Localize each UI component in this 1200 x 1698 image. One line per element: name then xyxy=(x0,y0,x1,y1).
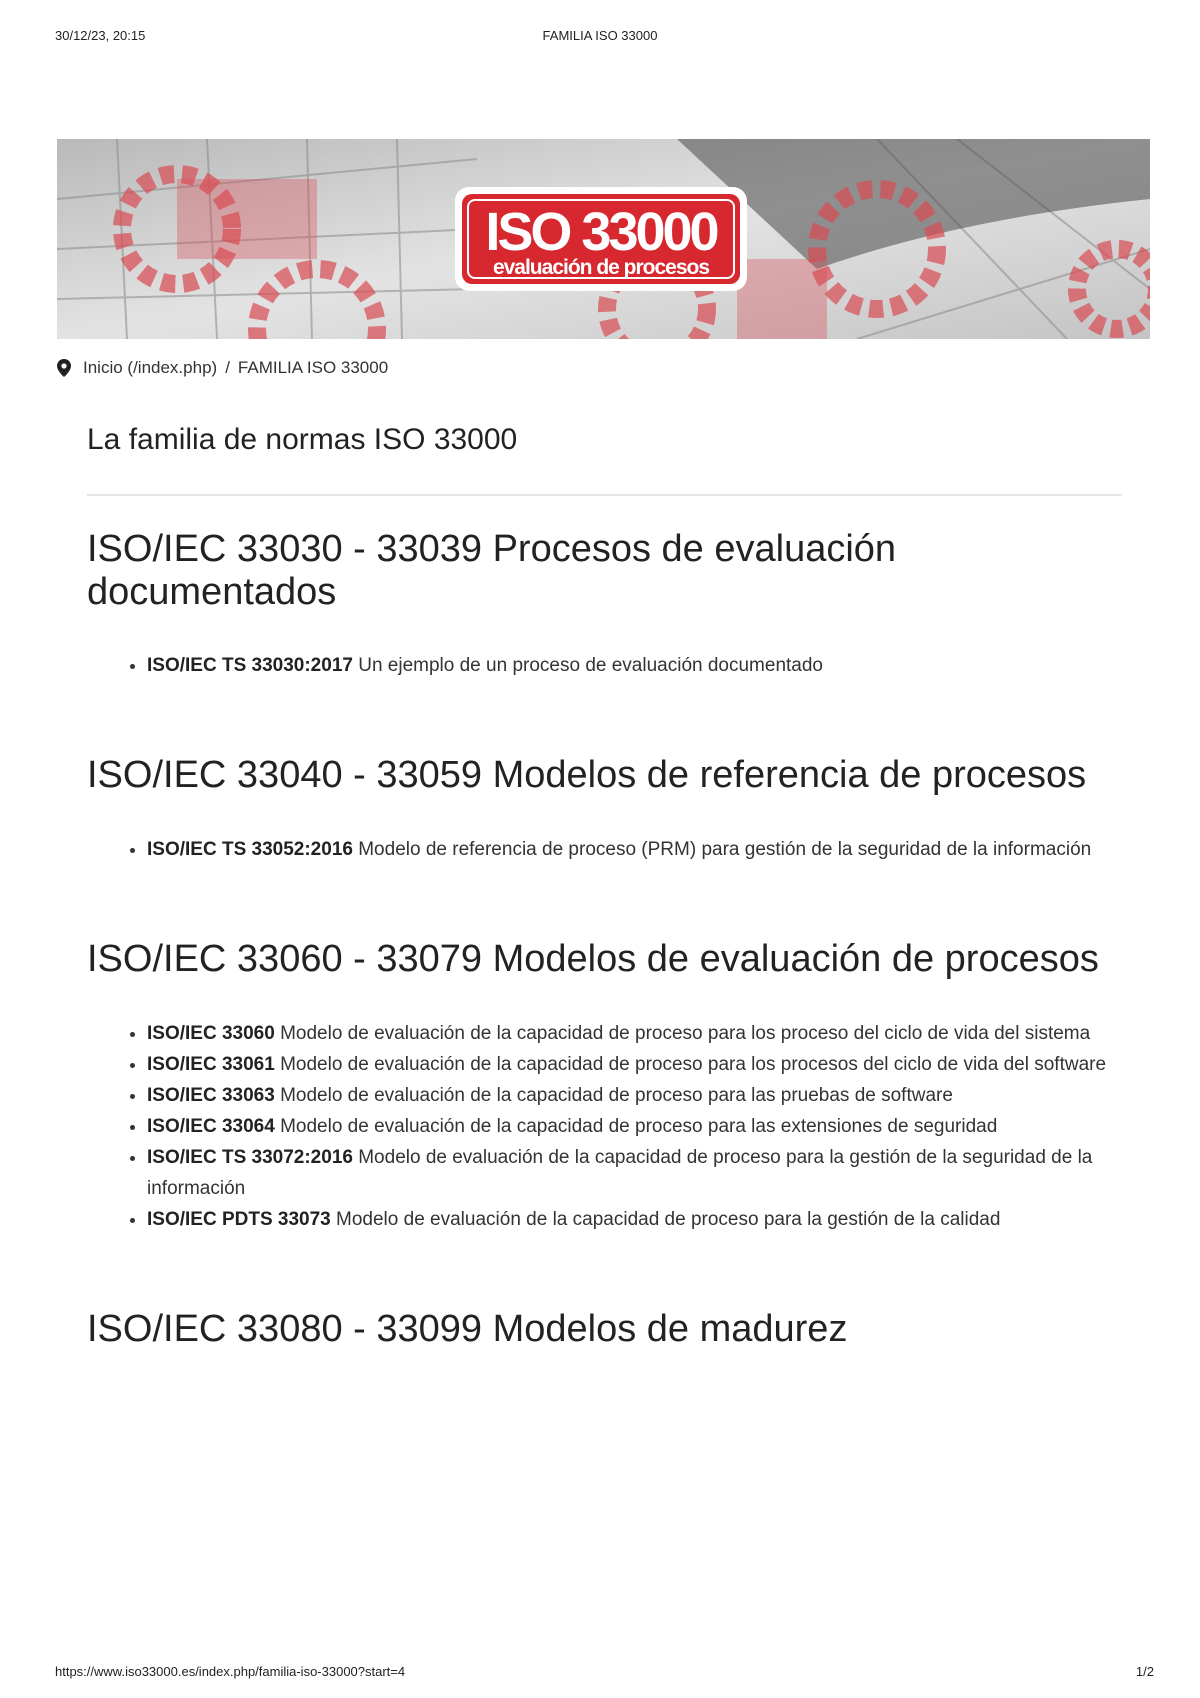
standard-description: Un ejemplo de un proceso de evaluación documentado xyxy=(358,655,823,676)
standard-code: ISO/IEC 33064 xyxy=(147,1116,275,1137)
section-33060 xyxy=(87,938,1122,1235)
banner-image xyxy=(57,139,1150,339)
iso-logo xyxy=(455,187,747,291)
print-date: 30/12/23, 20:15 xyxy=(55,28,146,43)
standard-description: Modelo de evaluación de la capacidad de proceso para las extensiones de seguridad xyxy=(280,1116,998,1137)
standard-description: Modelo de evaluación de la capacidad de proceso para los proceso del ciclo de vida del sistema xyxy=(280,1023,1091,1044)
breadcrumb-separator: / xyxy=(225,358,230,377)
breadcrumb-home-link[interactable]: Inicio (/index.php) xyxy=(83,358,218,377)
standard-description: Modelo de evaluación de la capacidad de proceso para la gestión de la seguridad de la información xyxy=(147,1147,1093,1199)
print-header xyxy=(0,28,1200,48)
section-33030 xyxy=(87,528,1122,681)
list-item xyxy=(147,1111,1122,1142)
standard-code: ISO/IEC TS 33052:2016 xyxy=(147,839,353,860)
standard-description: Modelo de evaluación de la capacidad de proceso para los procesos del ciclo de vida del software xyxy=(280,1054,1107,1075)
page-title: La familia de normas ISO 33000 xyxy=(87,423,518,456)
standard-code: ISO/IEC TS 33030:2017 xyxy=(147,655,353,676)
section-heading: ISO/IEC 33040 - 33059 Modelos de referencia de procesos xyxy=(87,754,1087,796)
page-number: 1/2 xyxy=(1135,1664,1154,1679)
standards-list xyxy=(87,834,1122,865)
header-banner xyxy=(57,139,1150,339)
title-divider xyxy=(87,494,1122,496)
map-marker-icon xyxy=(57,359,71,377)
print-document-title: FAMILIA ISO 33000 xyxy=(542,28,658,43)
list-item xyxy=(147,650,1122,681)
list-item xyxy=(147,1204,1122,1235)
list-item xyxy=(147,1018,1122,1049)
section-heading: ISO/IEC 33030 - 33039 Procesos de evaluación documentados xyxy=(87,528,897,613)
breadcrumb xyxy=(57,357,388,379)
standard-code: ISO/IEC 33060 xyxy=(147,1023,275,1044)
list-item xyxy=(147,1080,1122,1111)
logo-subtitle: evaluación de procesos xyxy=(492,256,710,279)
page-url: https://www.iso33000.es/index.php/familia-iso-33000?start=4 xyxy=(55,1664,406,1679)
print-footer xyxy=(0,1664,1200,1684)
logo-title: ISO 33000 xyxy=(485,202,717,262)
standard-description: Modelo de referencia de proceso (PRM) para gestión de la seguridad de la información xyxy=(358,839,1092,860)
list-item xyxy=(147,1142,1122,1204)
standard-code: ISO/IEC PDTS 33073 xyxy=(147,1209,331,1230)
section-33040 xyxy=(87,754,1122,865)
standard-code: ISO/IEC 33063 xyxy=(147,1085,275,1106)
breadcrumb-current: FAMILIA ISO 33000 xyxy=(237,358,389,377)
section-heading: ISO/IEC 33060 - 33079 Modelos de evaluación de procesos xyxy=(87,938,1099,980)
standard-code: ISO/IEC TS 33072:2016 xyxy=(147,1147,353,1168)
standard-description: Modelo de evaluación de la capacidad de proceso para las pruebas de software xyxy=(280,1085,953,1106)
standard-code: ISO/IEC 33061 xyxy=(147,1054,275,1075)
list-item xyxy=(147,834,1122,865)
standards-list xyxy=(87,650,1122,681)
list-item xyxy=(147,1049,1122,1080)
main-content xyxy=(87,420,1122,1351)
standards-list xyxy=(87,1018,1122,1235)
standard-description: Modelo de evaluación de la capacidad de proceso para la gestión de la calidad xyxy=(336,1209,1001,1230)
section-heading: ISO/IEC 33080 - 33099 Modelos de madurez xyxy=(87,1308,848,1350)
section-33080 xyxy=(87,1308,1122,1351)
